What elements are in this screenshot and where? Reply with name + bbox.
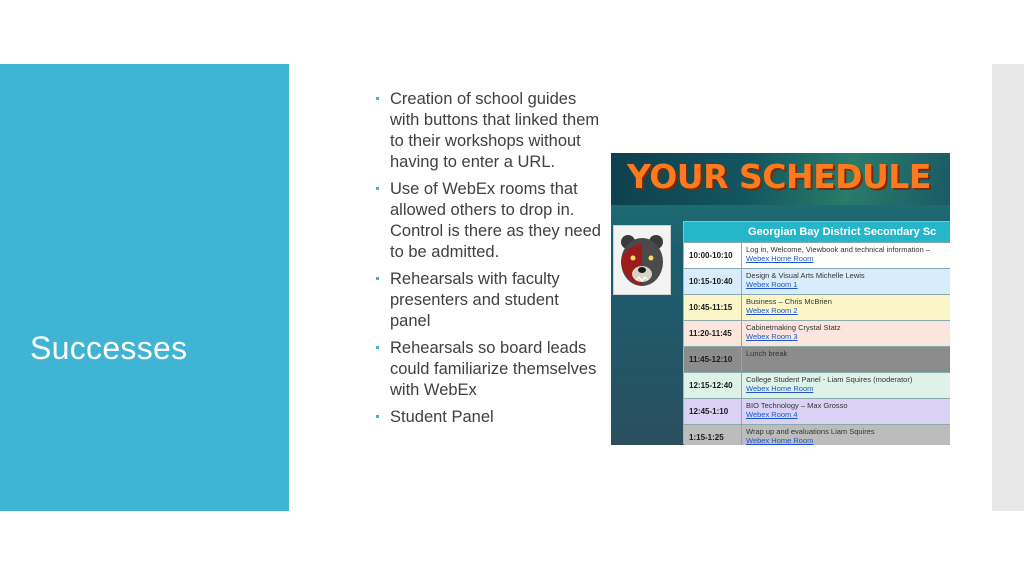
schedule-time: 11:20-11:45 <box>684 321 742 346</box>
title-panel <box>0 64 289 511</box>
session-title: Business – Chris McBrien <box>746 297 832 306</box>
schedule-row <box>684 372 950 398</box>
webex-room-link[interactable]: Webex Home Room <box>746 384 814 393</box>
schedule-session <box>742 321 950 346</box>
bullet-list <box>370 89 602 434</box>
schedule-heading: YOUR SCHEDULE <box>627 157 931 196</box>
webex-room-link[interactable]: Webex Home Room <box>746 254 814 263</box>
schedule-time: 10:00-10:10 <box>684 243 742 268</box>
bullet-item <box>370 269 602 332</box>
bullet-text: Student Panel <box>390 408 494 426</box>
schedule-row <box>684 320 950 346</box>
bullet-text: Rehearsals with faculty presenters and student panel <box>390 270 560 330</box>
webex-room-link[interactable]: Webex Room 1 <box>746 280 798 289</box>
schedule-session <box>742 269 950 294</box>
bullet-item <box>370 407 602 428</box>
schedule-session <box>742 373 950 398</box>
session-title: Cabinetmaking Crystal Statz <box>746 323 841 332</box>
bullet-item <box>370 179 602 263</box>
bullet-marker-icon <box>376 277 379 280</box>
schedule-session <box>742 347 950 372</box>
session-title: Log in, Welcome, Viewbook and technical information – <box>746 245 930 254</box>
session-title: Wrap up and evaluations Liam Squires <box>746 427 875 436</box>
webex-room-link[interactable]: Webex Home Room <box>746 436 814 445</box>
session-title: Design & Visual Arts Michelle Lewis <box>746 271 865 280</box>
schedule-row <box>684 346 950 372</box>
webex-room-link[interactable]: Webex Room 3 <box>746 332 798 341</box>
bullet-marker-icon <box>376 415 379 418</box>
schedule-row <box>684 398 950 424</box>
bullet-marker-icon <box>376 187 379 190</box>
schedule-image <box>611 153 950 445</box>
bullet-item <box>370 338 602 401</box>
webex-room-link[interactable]: Webex Room 2 <box>746 306 798 315</box>
schedule-table-header: Georgian Bay District Secondary Sc <box>684 222 950 242</box>
schedule-table <box>683 221 950 444</box>
schedule-row <box>684 294 950 320</box>
schedule-row <box>684 268 950 294</box>
schedule-time: 10:45-11:15 <box>684 295 742 320</box>
session-title: College Student Panel - Liam Squires (moderator) <box>746 375 913 384</box>
bullet-text: Creation of school guides with buttons that linked them to their workshops without having to enter a URL. <box>390 90 600 171</box>
schedule-session <box>742 399 950 424</box>
bullet-item <box>370 89 602 173</box>
schedule-time: 10:15-10:40 <box>684 269 742 294</box>
schedule-session <box>742 295 950 320</box>
schedule-time: 12:15-12:40 <box>684 373 742 398</box>
schedule-session <box>742 425 950 445</box>
schedule-banner <box>611 153 950 205</box>
schedule-row <box>684 242 950 268</box>
bullet-text: Use of WebEx rooms that allowed others to drop in. Control is there as they need to be admitted. <box>390 180 601 261</box>
schedule-time: 11:45-12:10 <box>684 347 742 372</box>
side-strip <box>992 64 1024 511</box>
schedule-rows <box>684 242 950 445</box>
webex-room-link[interactable]: Webex Room 4 <box>746 410 798 419</box>
schedule-time: 12:45-1:10 <box>684 399 742 424</box>
slide-title: Successes <box>30 330 188 366</box>
schedule-time: 1:15-1:25 <box>684 425 742 445</box>
schedule-session <box>742 243 950 268</box>
session-title: BIO Technology – Max Grosso <box>746 401 848 410</box>
bullet-marker-icon <box>376 346 379 349</box>
session-title: Lunch break <box>746 349 788 358</box>
bullet-marker-icon <box>376 97 379 100</box>
bear-mascot-icon <box>613 225 671 295</box>
schedule-row <box>684 424 950 445</box>
bullet-text: Rehearsals so board leads could familiarize themselves with WebEx <box>390 339 597 399</box>
